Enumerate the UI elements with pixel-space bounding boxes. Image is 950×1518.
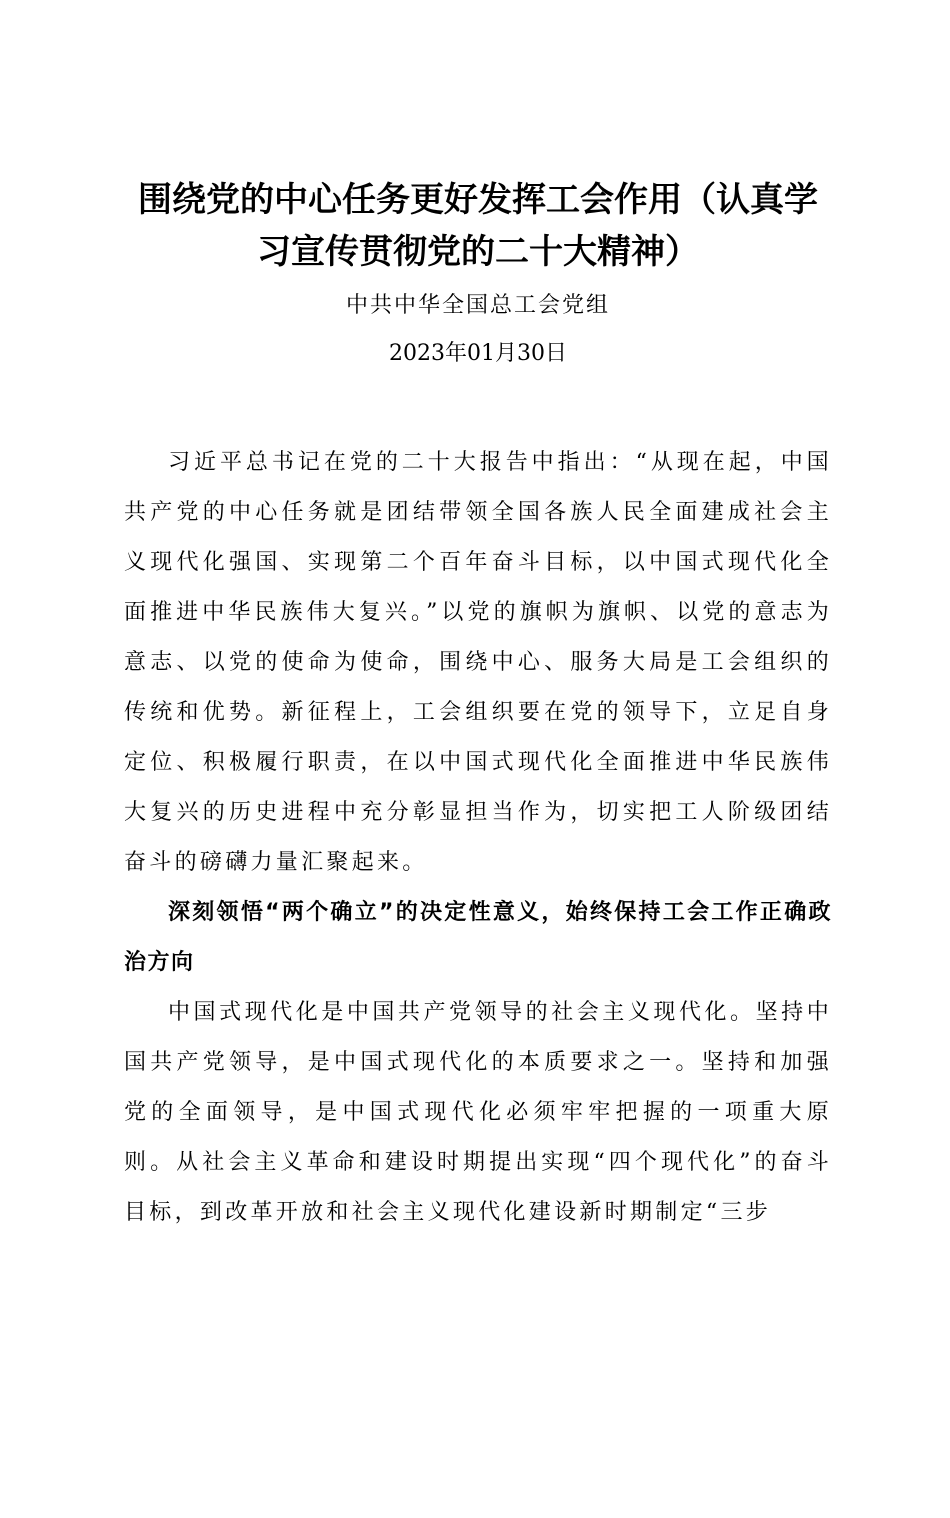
section-heading: 深刻领悟“两个确立”的决定性意义，始终保持工会工作正确政治方向 [124,900,832,975]
article-title: 围绕党的中心任务更好发挥工会作用（认真学习宣传贯彻党的二十大精神） [138,180,818,272]
article-date: 2023年01月30日 [389,341,567,366]
document-page [0,174,950,1518]
section-paragraph: 中国式现代化是中国共产党领导的社会主义现代化。坚持中国共产党领导，是中国式现代化的本质要求之一。坚持和加强党的全面领导，是中国式现代化必须牢牢把握的一项重大原则。从社会主义革命和建设时期提出实现“四个现代化”的奋斗目标，到改革开放和社会主义现代化建设新时期制定“三步 [124,1000,832,1225]
article-body [124,438,832,1238]
article-author: 中共中华全国总工会党组 [345,293,610,318]
body-paragraph-1: 习近平总书记在党的二十大报告中指出：“从现在起，中国共产党的中心任务就是团结带领全国各族人民全面建成社会主义现代化强国、实现第二个百年奋斗目标，以中国式现代化全面推进中华民族伟大复兴。”以党的旗帜为旗帜、以党的意志为意志、以党的使命为使命，围绕中心、服务大局是工会组织的传统和优势。新征程上，工会组织要在党的领导下，立足自身定位、积极履行职责，在以中国式现代化全面推进中华民族伟大复兴的历史进程中充分彰显担当作为，切实把工人阶级团结奋斗的磅礴力量汇聚起来。 [124,450,832,875]
